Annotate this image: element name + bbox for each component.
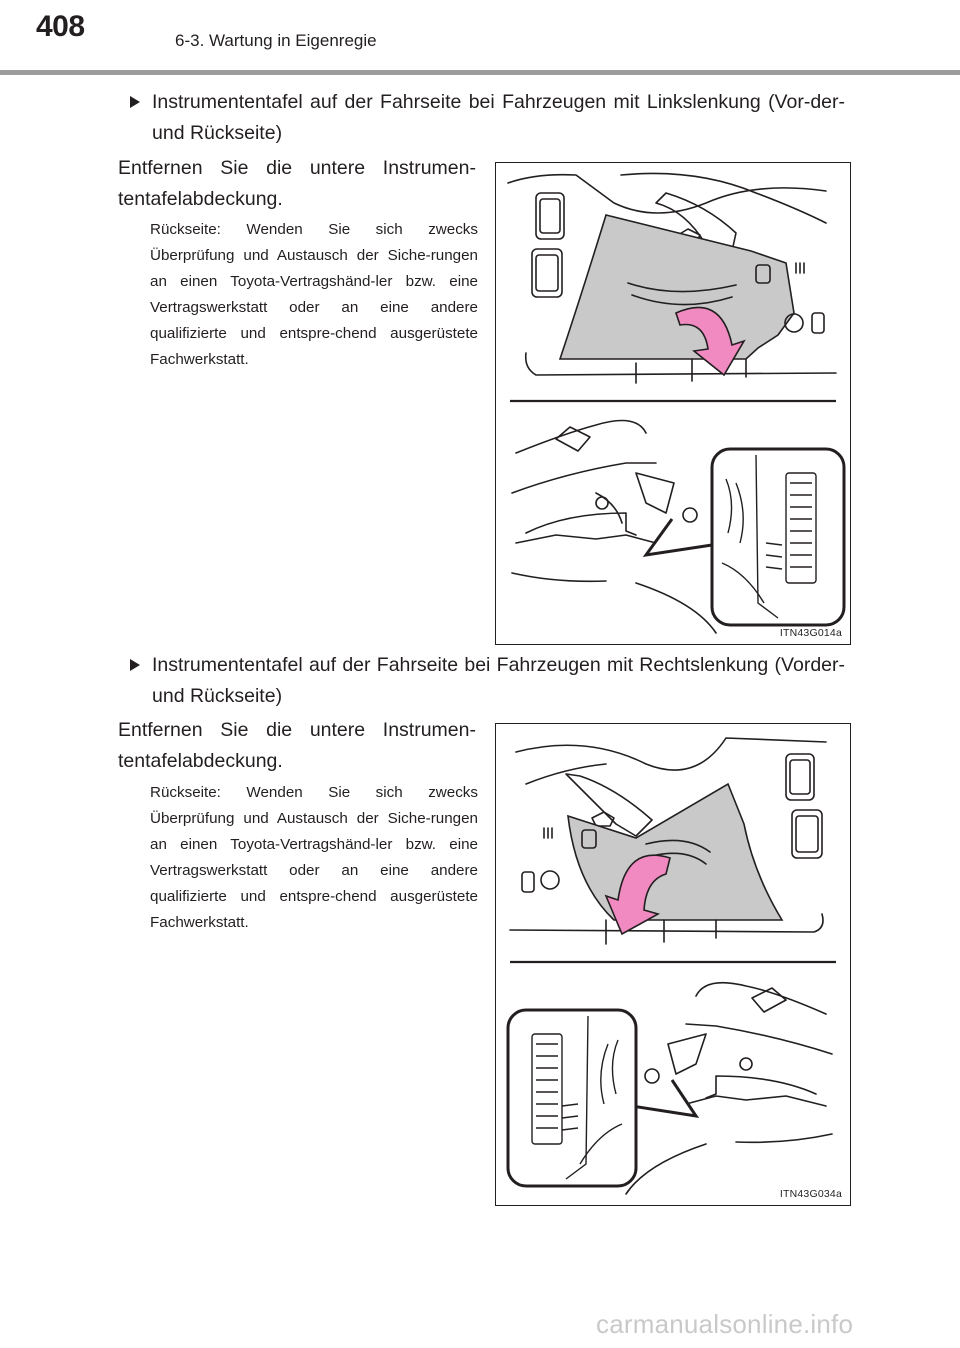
watermark: carmanualsonline.info bbox=[596, 1309, 854, 1339]
section-title: 6-3. Wartung in Eigenregie bbox=[175, 31, 377, 50]
instruction-rhd: Entfernen Sie die untere Instrumen-tentafelabdeckung. bbox=[118, 719, 476, 772]
figure-id-rhd: ITN43G034a bbox=[779, 1188, 842, 1200]
note-rhd: Rückseite: Wenden Sie sich zwecks Überprüfung und Austausch der Siche-rungen an einen Toyota-Vertragshänd-ler bzw. eine Vertragswerkstatt oder an eine andere qualifizierte und entspre-chend ausgerüstete Fachwerkstatt. bbox=[150, 784, 478, 931]
figure-rhd bbox=[495, 723, 851, 1206]
fuse-box-inset bbox=[712, 449, 844, 625]
fuse-box-illustration-rhd bbox=[496, 724, 849, 1204]
bullet-triangle-icon bbox=[130, 659, 140, 671]
fuse-box-illustration-lhd bbox=[496, 163, 849, 643]
note-lhd: Rückseite: Wenden Sie sich zwecks Überprüfung und Austausch der Siche-rungen an einen Toyota-Vertragshänd-ler bzw. eine Vertragswerkstatt oder an eine andere qualifizierte und entspre-chend ausgerüstete Fachwerkstatt. bbox=[150, 221, 478, 368]
bullet-heading-text: Instrumententafel auf der Fahrseite bei Fahrzeugen mit Rechtslenkung (Vorder- und Rückseite) bbox=[152, 654, 845, 707]
bullet-heading-rhd bbox=[130, 650, 845, 712]
lower-cover-panel bbox=[568, 784, 782, 920]
bullet-heading-text: Instrumententafel auf der Fahrseite bei Fahrzeugen mit Linkslenkung (Vor-der- und Rückseite) bbox=[152, 91, 845, 144]
figure-lhd bbox=[495, 162, 851, 645]
fuse-box-inset bbox=[508, 1010, 636, 1186]
figure-id-lhd: ITN43G014a bbox=[779, 627, 842, 639]
bullet-triangle-icon bbox=[130, 96, 140, 108]
lower-cover-panel bbox=[560, 215, 794, 359]
instruction-lhd: Entfernen Sie die untere Instrumen-tentafelabdeckung. bbox=[118, 157, 476, 210]
page-number: 408 bbox=[36, 10, 85, 43]
header-divider bbox=[0, 70, 960, 75]
bullet-heading-lhd bbox=[130, 87, 845, 149]
